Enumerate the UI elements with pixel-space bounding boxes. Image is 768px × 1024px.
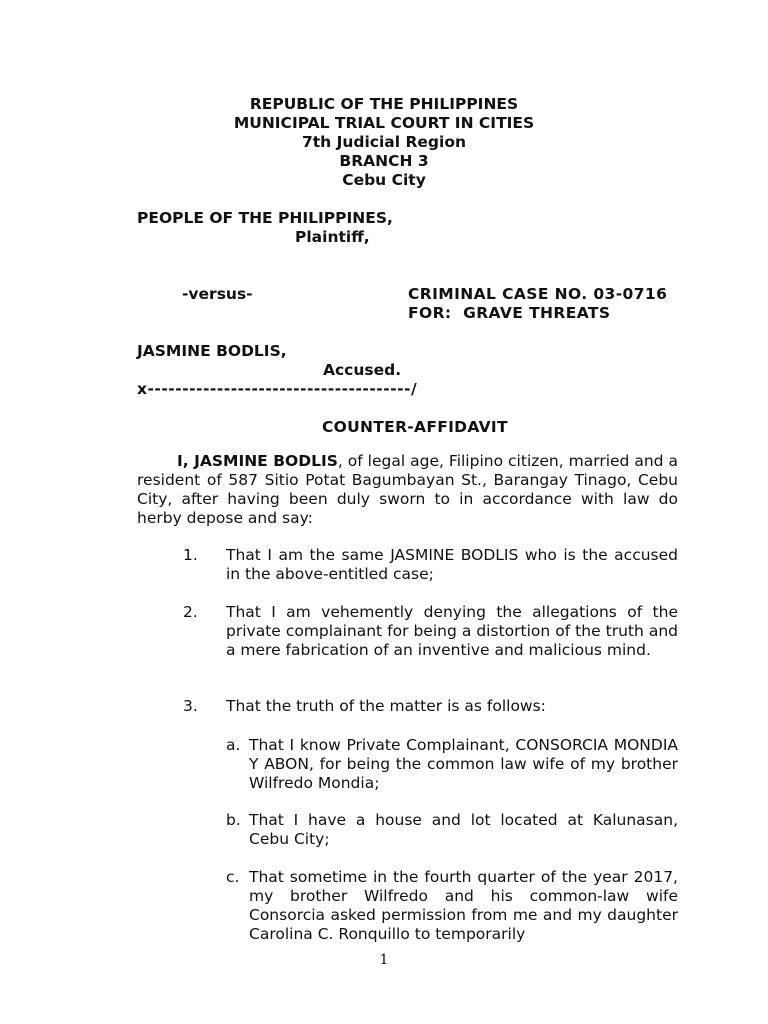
item-number: 1. — [183, 546, 198, 564]
subitem-letter: a. — [226, 736, 241, 754]
criminal-case-number: CRIMINAL CASE NO. 03-0716 — [408, 285, 668, 303]
court-header-republic: REPUBLIC OF THE PHILIPPINES — [249, 95, 519, 113]
intro-text: , of legal age, Filipino citizen, married and a resident of 587 Sitio Potat Bagumbayan St., Barangay Tinago, Cebu City, after having been duly sworn to in accordance with law do herby depose and say: — [137, 452, 678, 527]
accused-role: Accused. — [323, 361, 402, 379]
item-text: That I am the same JASMINE BODLIS who is the accused in the above-entitled case; — [226, 546, 678, 583]
accused-name: JASMINE BODLIS, — [137, 342, 287, 360]
court-header-region: 7th Judicial Region — [301, 133, 467, 151]
page-number: 1 — [379, 952, 389, 968]
item-number: 3. — [183, 697, 198, 715]
subitem-letter: b. — [226, 811, 241, 829]
affiant-name: I, JASMINE BODLIS — [177, 452, 338, 470]
intro-paragraph — [137, 452, 678, 528]
plaintiff-name: PEOPLE OF THE PHILIPPINES, — [137, 209, 393, 227]
plaintiff-role: Plaintiff, — [295, 228, 370, 246]
subitem-text: That I know Private Complainant, CONSORCIA MONDIA Y ABON, for being the common law wife of my brother Wilfredo Mondia; — [249, 736, 678, 792]
caption-separator: x--------------------------------------/ — [137, 380, 418, 398]
item-text: That the truth of the matter is as follows: — [226, 697, 546, 715]
document-title: COUNTER-AFFIDAVIT — [322, 418, 508, 436]
subitem-text: That I have a house and lot located at Kalunasan, Cebu City; — [249, 811, 678, 848]
item-number: 2. — [183, 603, 198, 621]
court-header-branch: BRANCH 3 — [339, 152, 429, 170]
court-header-court: MUNICIPAL TRIAL COURT IN CITIES — [233, 114, 535, 132]
case-offense: FOR: GRAVE THREATS — [408, 304, 611, 322]
subitem-letter: c. — [226, 868, 240, 886]
versus-label: -versus- — [182, 285, 253, 303]
item-text: That I am vehemently denying the allegations of the private complainant for being a distortion of the truth and a mere fabrication of an inventive and malicious mind. — [226, 603, 678, 659]
subitem-text: That sometime in the fourth quarter of the year 2017, my brother Wilfredo and his common-law wife Consorcia asked permission from me and my daughter Carolina C. Ronquillo to temporarily — [249, 868, 678, 943]
court-header-city: Cebu City — [342, 171, 426, 189]
